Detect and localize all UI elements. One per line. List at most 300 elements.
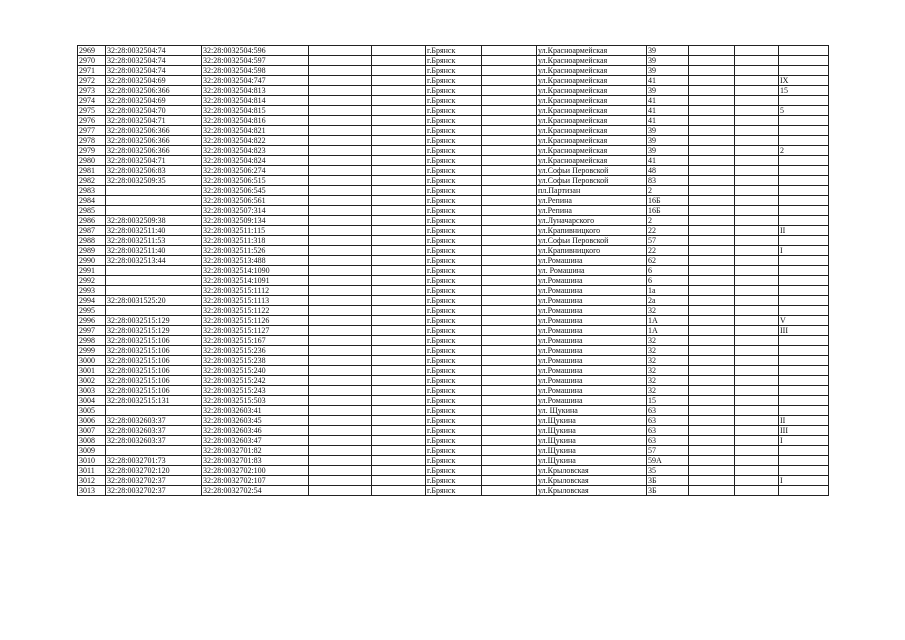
cell-cadastral-number: 32:28:0032511:526 <box>202 246 309 256</box>
cell-empty-col-11 <box>735 126 779 136</box>
cell-city: г.Брянск <box>426 326 482 336</box>
cell-row-number: 3003 <box>78 386 106 396</box>
cell-city: г.Брянск <box>426 346 482 356</box>
cell-city: г.Брянск <box>426 146 482 156</box>
cell-empty-col-10 <box>689 356 735 366</box>
cell-empty-col-7 <box>482 296 537 306</box>
cell-empty-col-7 <box>482 256 537 266</box>
cell-cadastral-number: 32:28:0032515:167 <box>202 336 309 346</box>
cell-empty-col-11 <box>735 336 779 346</box>
cell-empty-col-4 <box>309 336 372 346</box>
cell-empty-col-7 <box>482 266 537 276</box>
cell-street: ул.Ромашина <box>537 386 647 396</box>
table-row <box>78 436 829 446</box>
cell-parent-cadastral-number: 32:28:0032515:106 <box>106 386 202 396</box>
cell-empty-col-4 <box>309 96 372 106</box>
cell-empty-col-11 <box>735 186 779 196</box>
cell-row-number: 2984 <box>78 196 106 206</box>
cell-city: г.Брянск <box>426 436 482 446</box>
cell-empty-col-10 <box>689 186 735 196</box>
cell-city: г.Брянск <box>426 336 482 346</box>
cell-empty-col-5 <box>372 426 426 436</box>
cell-premises-number: III <box>779 426 829 436</box>
cell-empty-col-4 <box>309 356 372 366</box>
cell-cadastral-number: 32:28:0032603:46 <box>202 426 309 436</box>
table-row <box>78 286 829 296</box>
cell-street: ул.Ромашина <box>537 376 647 386</box>
cell-cadastral-number: 32:28:0032514:1091 <box>202 276 309 286</box>
cell-empty-col-5 <box>372 216 426 226</box>
cell-empty-col-11 <box>735 266 779 276</box>
table-row <box>78 356 829 366</box>
cell-empty-col-7 <box>482 426 537 436</box>
cell-street: ул.Луначарского <box>537 216 647 226</box>
cell-empty-col-5 <box>372 96 426 106</box>
cell-premises-number <box>779 116 829 126</box>
cell-city: г.Брянск <box>426 416 482 426</box>
cell-empty-col-4 <box>309 76 372 86</box>
cell-cadastral-number: 32:28:0032504:747 <box>202 76 309 86</box>
cell-parent-cadastral-number: 32:28:0032702:37 <box>106 486 202 496</box>
cell-city: г.Брянск <box>426 476 482 486</box>
cell-premises-number <box>779 176 829 186</box>
cell-cadastral-number: 32:28:0032504:816 <box>202 116 309 126</box>
cell-empty-col-4 <box>309 416 372 426</box>
cell-city: г.Брянск <box>426 126 482 136</box>
cell-empty-col-7 <box>482 356 537 366</box>
cell-parent-cadastral-number: 32:28:0032504:71 <box>106 156 202 166</box>
cell-premises-number: III <box>779 326 829 336</box>
cell-parent-cadastral-number: 32:28:0032515:106 <box>106 366 202 376</box>
cell-empty-col-11 <box>735 246 779 256</box>
cell-parent-cadastral-number: 32:28:0032504:69 <box>106 96 202 106</box>
table-row <box>78 366 829 376</box>
cell-empty-col-4 <box>309 166 372 176</box>
table-row <box>78 466 829 476</box>
cell-empty-col-11 <box>735 356 779 366</box>
cell-empty-col-4 <box>309 396 372 406</box>
cell-parent-cadastral-number <box>106 446 202 456</box>
table-row <box>78 66 829 76</box>
cell-cadastral-number: 32:28:0032504:823 <box>202 146 309 156</box>
cell-city: г.Брянск <box>426 206 482 216</box>
cell-empty-col-11 <box>735 476 779 486</box>
cell-row-number: 2985 <box>78 206 106 216</box>
cell-empty-col-5 <box>372 266 426 276</box>
cell-empty-col-11 <box>735 66 779 76</box>
cell-empty-col-11 <box>735 226 779 236</box>
table-row <box>78 476 829 486</box>
cell-premises-number: 2 <box>779 146 829 156</box>
cell-row-number: 2994 <box>78 296 106 306</box>
cell-empty-col-10 <box>689 106 735 116</box>
cell-parent-cadastral-number: 32:28:0032515:106 <box>106 376 202 386</box>
cell-house-number: 39 <box>647 126 689 136</box>
cell-cadastral-number: 32:28:0032701:82 <box>202 446 309 456</box>
cell-empty-col-10 <box>689 396 735 406</box>
cell-empty-col-5 <box>372 206 426 216</box>
cell-empty-col-7 <box>482 316 537 326</box>
cell-parent-cadastral-number <box>106 286 202 296</box>
cell-empty-col-10 <box>689 436 735 446</box>
cell-empty-col-11 <box>735 316 779 326</box>
cell-empty-col-5 <box>372 76 426 86</box>
cell-row-number: 2981 <box>78 166 106 176</box>
cell-street: ул.Ромашина <box>537 366 647 376</box>
cell-empty-col-10 <box>689 286 735 296</box>
cell-empty-col-11 <box>735 466 779 476</box>
cell-house-number: 32 <box>647 306 689 316</box>
cell-empty-col-4 <box>309 236 372 246</box>
cell-empty-col-7 <box>482 196 537 206</box>
cell-empty-col-11 <box>735 146 779 156</box>
cell-empty-col-10 <box>689 146 735 156</box>
cell-city: г.Брянск <box>426 156 482 166</box>
cell-premises-number <box>779 366 829 376</box>
cell-street: ул.Софьи Перовской <box>537 166 647 176</box>
cell-empty-col-10 <box>689 346 735 356</box>
cell-house-number: 39 <box>647 66 689 76</box>
cell-cadastral-number: 32:28:0032515:1127 <box>202 326 309 336</box>
cell-empty-col-10 <box>689 466 735 476</box>
cell-empty-col-11 <box>735 426 779 436</box>
cell-row-number: 2976 <box>78 116 106 126</box>
cell-empty-col-5 <box>372 466 426 476</box>
cell-city: г.Брянск <box>426 356 482 366</box>
cell-empty-col-4 <box>309 346 372 356</box>
table-row <box>78 146 829 156</box>
cell-empty-col-4 <box>309 316 372 326</box>
cell-cadastral-number: 32:28:0032506:545 <box>202 186 309 196</box>
cell-empty-col-10 <box>689 326 735 336</box>
cell-row-number: 3000 <box>78 356 106 366</box>
cell-empty-col-10 <box>689 236 735 246</box>
cell-parent-cadastral-number <box>106 196 202 206</box>
cell-premises-number: II <box>779 416 829 426</box>
cell-empty-col-5 <box>372 366 426 376</box>
cell-empty-col-7 <box>482 486 537 496</box>
table-row <box>78 276 829 286</box>
cell-empty-col-11 <box>735 76 779 86</box>
cell-empty-col-11 <box>735 366 779 376</box>
cell-empty-col-7 <box>482 236 537 246</box>
cell-empty-col-5 <box>372 156 426 166</box>
cell-city: г.Брянск <box>426 136 482 146</box>
cell-house-number: 1А <box>647 316 689 326</box>
cell-street: ул.Красноармейская <box>537 116 647 126</box>
table-row <box>78 416 829 426</box>
table-row <box>78 116 829 126</box>
cell-city: г.Брянск <box>426 316 482 326</box>
cell-empty-col-4 <box>309 66 372 76</box>
cell-empty-col-11 <box>735 116 779 126</box>
table-row <box>78 316 829 326</box>
cell-empty-col-4 <box>309 466 372 476</box>
cell-parent-cadastral-number: 32:28:0031525:20 <box>106 296 202 306</box>
cell-cadastral-number: 32:28:0032506:274 <box>202 166 309 176</box>
cell-house-number: 39 <box>647 136 689 146</box>
cell-empty-col-7 <box>482 466 537 476</box>
table-row <box>78 206 829 216</box>
cell-cadastral-number: 32:28:0032515:1113 <box>202 296 309 306</box>
cell-empty-col-10 <box>689 426 735 436</box>
cell-cadastral-number: 32:28:0032504:824 <box>202 156 309 166</box>
cell-parent-cadastral-number: 32:28:0032506:366 <box>106 86 202 96</box>
cell-empty-col-10 <box>689 306 735 316</box>
cell-premises-number <box>779 266 829 276</box>
cell-empty-col-5 <box>372 346 426 356</box>
cell-parent-cadastral-number: 32:28:0032504:74 <box>106 56 202 66</box>
cell-empty-col-10 <box>689 416 735 426</box>
table-row <box>78 56 829 66</box>
cell-premises-number <box>779 236 829 246</box>
cell-row-number: 2987 <box>78 226 106 236</box>
cell-cadastral-number: 32:28:0032506:515 <box>202 176 309 186</box>
cell-empty-col-10 <box>689 296 735 306</box>
cell-city: г.Брянск <box>426 306 482 316</box>
cell-city: г.Брянск <box>426 256 482 266</box>
cell-parent-cadastral-number: 32:28:0032504:69 <box>106 76 202 86</box>
cell-premises-number: 5 <box>779 106 829 116</box>
table-row <box>78 406 829 416</box>
cell-cadastral-number: 32:28:0032515:1122 <box>202 306 309 316</box>
cell-empty-col-5 <box>372 376 426 386</box>
cell-empty-col-10 <box>689 86 735 96</box>
cell-empty-col-11 <box>735 196 779 206</box>
cell-row-number: 2977 <box>78 126 106 136</box>
cell-premises-number <box>779 216 829 226</box>
cell-empty-col-7 <box>482 146 537 156</box>
cell-empty-col-7 <box>482 376 537 386</box>
cell-parent-cadastral-number: 32:28:0032603:37 <box>106 426 202 436</box>
cell-cadastral-number: 32:28:0032603:45 <box>202 416 309 426</box>
cell-empty-col-5 <box>372 406 426 416</box>
cell-empty-col-7 <box>482 336 537 346</box>
table-row <box>78 186 829 196</box>
cell-empty-col-10 <box>689 246 735 256</box>
cell-premises-number <box>779 386 829 396</box>
cell-house-number: 15 <box>647 396 689 406</box>
cell-cadastral-number: 32:28:0032514:1090 <box>202 266 309 276</box>
cell-empty-col-5 <box>372 296 426 306</box>
table-row <box>78 336 829 346</box>
cell-house-number: 41 <box>647 76 689 86</box>
cell-row-number: 2995 <box>78 306 106 316</box>
cell-house-number: 32 <box>647 376 689 386</box>
cell-street: ул.Красноармейская <box>537 76 647 86</box>
table-row <box>78 446 829 456</box>
cell-premises-number <box>779 276 829 286</box>
cell-premises-number: I <box>779 436 829 446</box>
cell-empty-col-4 <box>309 116 372 126</box>
cell-empty-col-7 <box>482 346 537 356</box>
cell-premises-number <box>779 376 829 386</box>
cell-empty-col-5 <box>372 336 426 346</box>
table-row <box>78 296 829 306</box>
cell-street: ул.Ромашина <box>537 346 647 356</box>
cell-empty-col-7 <box>482 306 537 316</box>
table-row <box>78 256 829 266</box>
cell-empty-col-10 <box>689 216 735 226</box>
cell-row-number: 2983 <box>78 186 106 196</box>
cell-house-number: 16Б <box>647 196 689 206</box>
cell-row-number: 2996 <box>78 316 106 326</box>
cell-empty-col-11 <box>735 216 779 226</box>
cell-premises-number <box>779 286 829 296</box>
cell-empty-col-4 <box>309 456 372 466</box>
cell-empty-col-5 <box>372 326 426 336</box>
cell-house-number: 2а <box>647 296 689 306</box>
cell-city: г.Брянск <box>426 466 482 476</box>
cell-row-number: 2979 <box>78 146 106 156</box>
cell-parent-cadastral-number: 32:28:0032506:83 <box>106 166 202 176</box>
cell-empty-col-11 <box>735 276 779 286</box>
cell-empty-col-7 <box>482 446 537 456</box>
cell-city: г.Брянск <box>426 286 482 296</box>
cell-empty-col-5 <box>372 436 426 446</box>
cell-empty-col-10 <box>689 206 735 216</box>
cell-street: ул.Красноармейская <box>537 126 647 136</box>
cell-house-number: 59А <box>647 456 689 466</box>
table-row <box>78 156 829 166</box>
cell-premises-number: 15 <box>779 86 829 96</box>
cell-house-number: 32 <box>647 356 689 366</box>
cell-empty-col-11 <box>735 296 779 306</box>
cell-street: ул.Ромашина <box>537 306 647 316</box>
cell-empty-col-5 <box>372 396 426 406</box>
cell-empty-col-11 <box>735 156 779 166</box>
cell-empty-col-10 <box>689 476 735 486</box>
cell-parent-cadastral-number <box>106 406 202 416</box>
cell-street: ул.Красноармейская <box>537 86 647 96</box>
cell-cadastral-number: 32:28:0032511:318 <box>202 236 309 246</box>
cell-street: ул.Репина <box>537 206 647 216</box>
cell-empty-col-4 <box>309 176 372 186</box>
cell-empty-col-11 <box>735 416 779 426</box>
cell-city: г.Брянск <box>426 66 482 76</box>
table-row <box>78 86 829 96</box>
cell-house-number: 63 <box>647 416 689 426</box>
cell-street: ул.Ромашина <box>537 256 647 266</box>
cell-premises-number <box>779 196 829 206</box>
cell-parent-cadastral-number: 32:28:0032603:37 <box>106 436 202 446</box>
register-table-body <box>78 46 829 496</box>
cell-parent-cadastral-number <box>106 266 202 276</box>
cell-row-number: 3013 <box>78 486 106 496</box>
table-row <box>78 326 829 336</box>
cell-empty-col-10 <box>689 456 735 466</box>
cell-house-number: 39 <box>647 146 689 156</box>
cell-street: ул.Ромашина <box>537 356 647 366</box>
cell-empty-col-5 <box>372 486 426 496</box>
cell-empty-col-11 <box>735 376 779 386</box>
cell-premises-number: V <box>779 316 829 326</box>
cell-premises-number <box>779 136 829 146</box>
cell-empty-col-11 <box>735 106 779 116</box>
cell-parent-cadastral-number: 32:28:0032702:37 <box>106 476 202 486</box>
cell-cadastral-number: 32:28:0032504:822 <box>202 136 309 146</box>
cell-row-number: 2974 <box>78 96 106 106</box>
cell-parent-cadastral-number: 32:28:0032506:366 <box>106 146 202 156</box>
cell-empty-col-5 <box>372 126 426 136</box>
cell-premises-number <box>779 486 829 496</box>
cell-cadastral-number: 32:28:0032702:100 <box>202 466 309 476</box>
cell-empty-col-10 <box>689 276 735 286</box>
cell-empty-col-10 <box>689 196 735 206</box>
cell-parent-cadastral-number: 32:28:0032515:106 <box>106 336 202 346</box>
cell-parent-cadastral-number: 32:28:0032515:131 <box>106 396 202 406</box>
cell-empty-col-7 <box>482 286 537 296</box>
cell-empty-col-10 <box>689 46 735 56</box>
cell-empty-col-4 <box>309 296 372 306</box>
cell-empty-col-7 <box>482 436 537 446</box>
cell-parent-cadastral-number: 32:28:0032513:44 <box>106 256 202 266</box>
cell-parent-cadastral-number: 32:28:0032515:129 <box>106 316 202 326</box>
cell-empty-col-7 <box>482 456 537 466</box>
cell-empty-col-11 <box>735 206 779 216</box>
cell-row-number: 3001 <box>78 366 106 376</box>
cell-row-number: 3011 <box>78 466 106 476</box>
cell-empty-col-7 <box>482 126 537 136</box>
cell-row-number: 2998 <box>78 336 106 346</box>
table-row <box>78 386 829 396</box>
cell-empty-col-7 <box>482 116 537 126</box>
cell-city: г.Брянск <box>426 426 482 436</box>
cell-empty-col-11 <box>735 306 779 316</box>
cell-empty-col-4 <box>309 126 372 136</box>
table-row <box>78 126 829 136</box>
cell-empty-col-4 <box>309 216 372 226</box>
cell-cadastral-number: 32:28:0032603:47 <box>202 436 309 446</box>
cell-row-number: 3005 <box>78 406 106 416</box>
cell-empty-col-4 <box>309 266 372 276</box>
cell-cadastral-number: 32:28:0032506:561 <box>202 196 309 206</box>
cell-empty-col-7 <box>482 226 537 236</box>
cell-empty-col-10 <box>689 266 735 276</box>
cell-row-number: 2975 <box>78 106 106 116</box>
cell-empty-col-7 <box>482 176 537 186</box>
cell-empty-col-11 <box>735 96 779 106</box>
cell-street: ул.Ромашина <box>537 276 647 286</box>
cell-empty-col-11 <box>735 86 779 96</box>
cell-empty-col-7 <box>482 76 537 86</box>
cell-empty-col-5 <box>372 316 426 326</box>
cell-empty-col-4 <box>309 256 372 266</box>
cell-street: ул.Красноармейская <box>537 156 647 166</box>
cell-parent-cadastral-number <box>106 276 202 286</box>
cell-empty-col-7 <box>482 386 537 396</box>
cell-empty-col-4 <box>309 136 372 146</box>
cell-empty-col-10 <box>689 176 735 186</box>
cell-premises-number <box>779 56 829 66</box>
cell-empty-col-4 <box>309 446 372 456</box>
cell-row-number: 2978 <box>78 136 106 146</box>
cell-empty-col-10 <box>689 116 735 126</box>
cell-parent-cadastral-number: 32:28:0032509:38 <box>106 216 202 226</box>
cell-row-number: 2982 <box>78 176 106 186</box>
cell-house-number: 35 <box>647 466 689 476</box>
cell-empty-col-11 <box>735 406 779 416</box>
cell-premises-number <box>779 346 829 356</box>
cell-empty-col-5 <box>372 476 426 486</box>
cell-row-number: 3002 <box>78 376 106 386</box>
cell-cadastral-number: 32:28:0032509:134 <box>202 216 309 226</box>
cell-row-number: 2992 <box>78 276 106 286</box>
cell-empty-col-7 <box>482 276 537 286</box>
cell-premises-number <box>779 306 829 316</box>
cell-city: г.Брянск <box>426 376 482 386</box>
cell-empty-col-5 <box>372 86 426 96</box>
